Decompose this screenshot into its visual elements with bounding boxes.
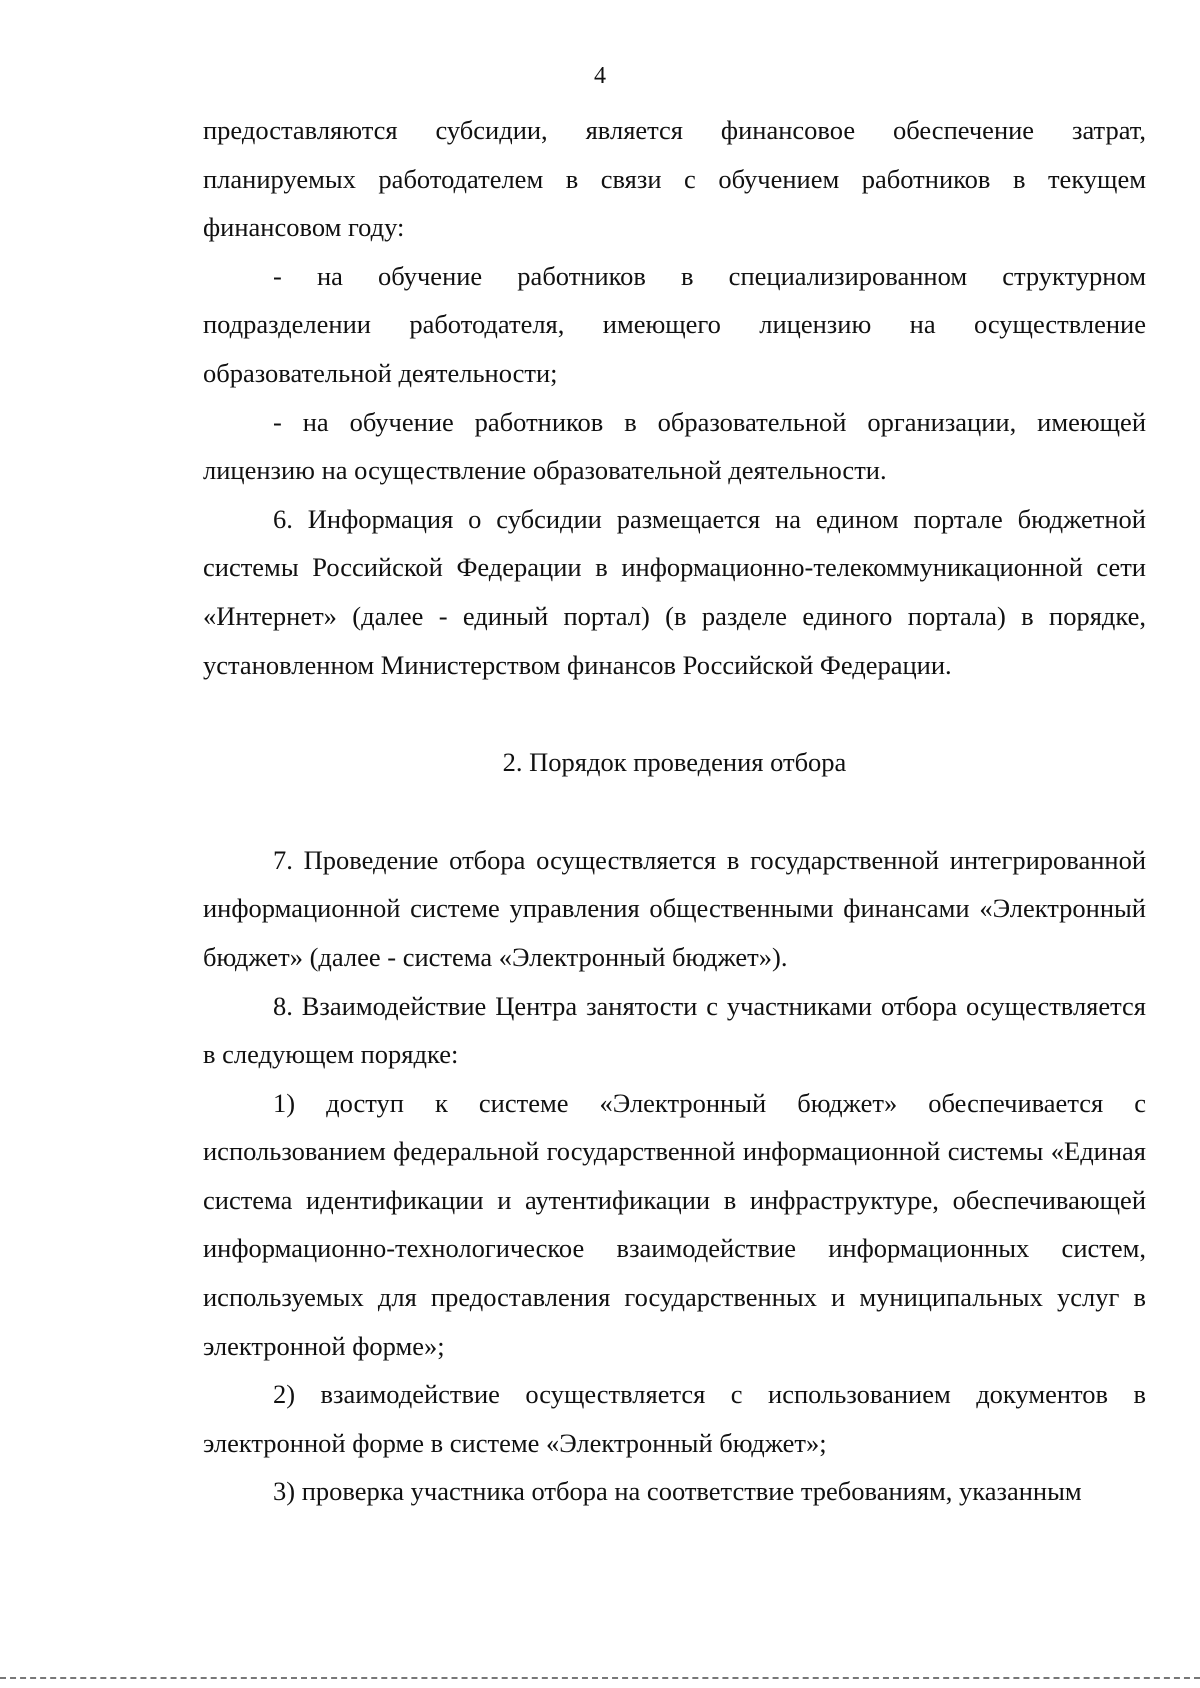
- list-item-1: 1) доступ к системе «Электронный бюджет» обеспечивается с использованием федеральной государственной информационной системы «Единая система идентификации и аутентификации в инфраструктуре, обеспечивающей информационно-технологическое взаимодействие информационных систем, используемых для предоставления государственных и муниципальных услуг в электронной форме»;: [203, 1087, 1146, 1361]
- paragraph-6: 6. Информация о субсидии размещается на едином портале бюджетной системы Российской Федерации в информационно-телекоммуникационной сети «Интернет» (далее - единый портал) (в разделе единого портала) в порядке, установленном Министерством финансов Российской Федерации.: [203, 503, 1146, 680]
- list-item-3: 3) проверка участника отбора на соответствие требованиям, указанным: [273, 1476, 1082, 1507]
- scan-edge-divider: [0, 1677, 1200, 1679]
- list-item-educational-organization: - на обучение работников в образовательной организации, имеющей лицензию на осуществление образовательной деятельности.: [203, 406, 1146, 486]
- document-body: [203, 106, 1146, 1516]
- paragraph-8: 8. Взаимодействие Центра занятости с участниками отбора осуществляется в следующем порядке:: [203, 990, 1146, 1070]
- paragraph-7: 7. Проведение отбора осуществляется в государственной интегрированной информационной системе управления общественными финансами «Электронный бюджет» (далее - система «Электронный бюджет»).: [203, 844, 1146, 972]
- list-item-2: 2) взаимодействие осуществляется с использованием документов в электронной форме в системе «Электронный бюджет»;: [203, 1379, 1146, 1458]
- page-number: 4: [594, 63, 606, 89]
- list-item-specialized-unit: - на обучение работников в специализированном структурном подразделении работодателя, имеющего лицензию на осуществление образовательной деятельности;: [203, 260, 1146, 388]
- paragraph-continuation: предоставляются субсидии, является финансовое обеспечение затрат, планируемых работодателем в связи с обучением работников в текущем финансовом году:: [203, 115, 1146, 243]
- section-heading: 2. Порядок проведения отбора: [502, 747, 847, 778]
